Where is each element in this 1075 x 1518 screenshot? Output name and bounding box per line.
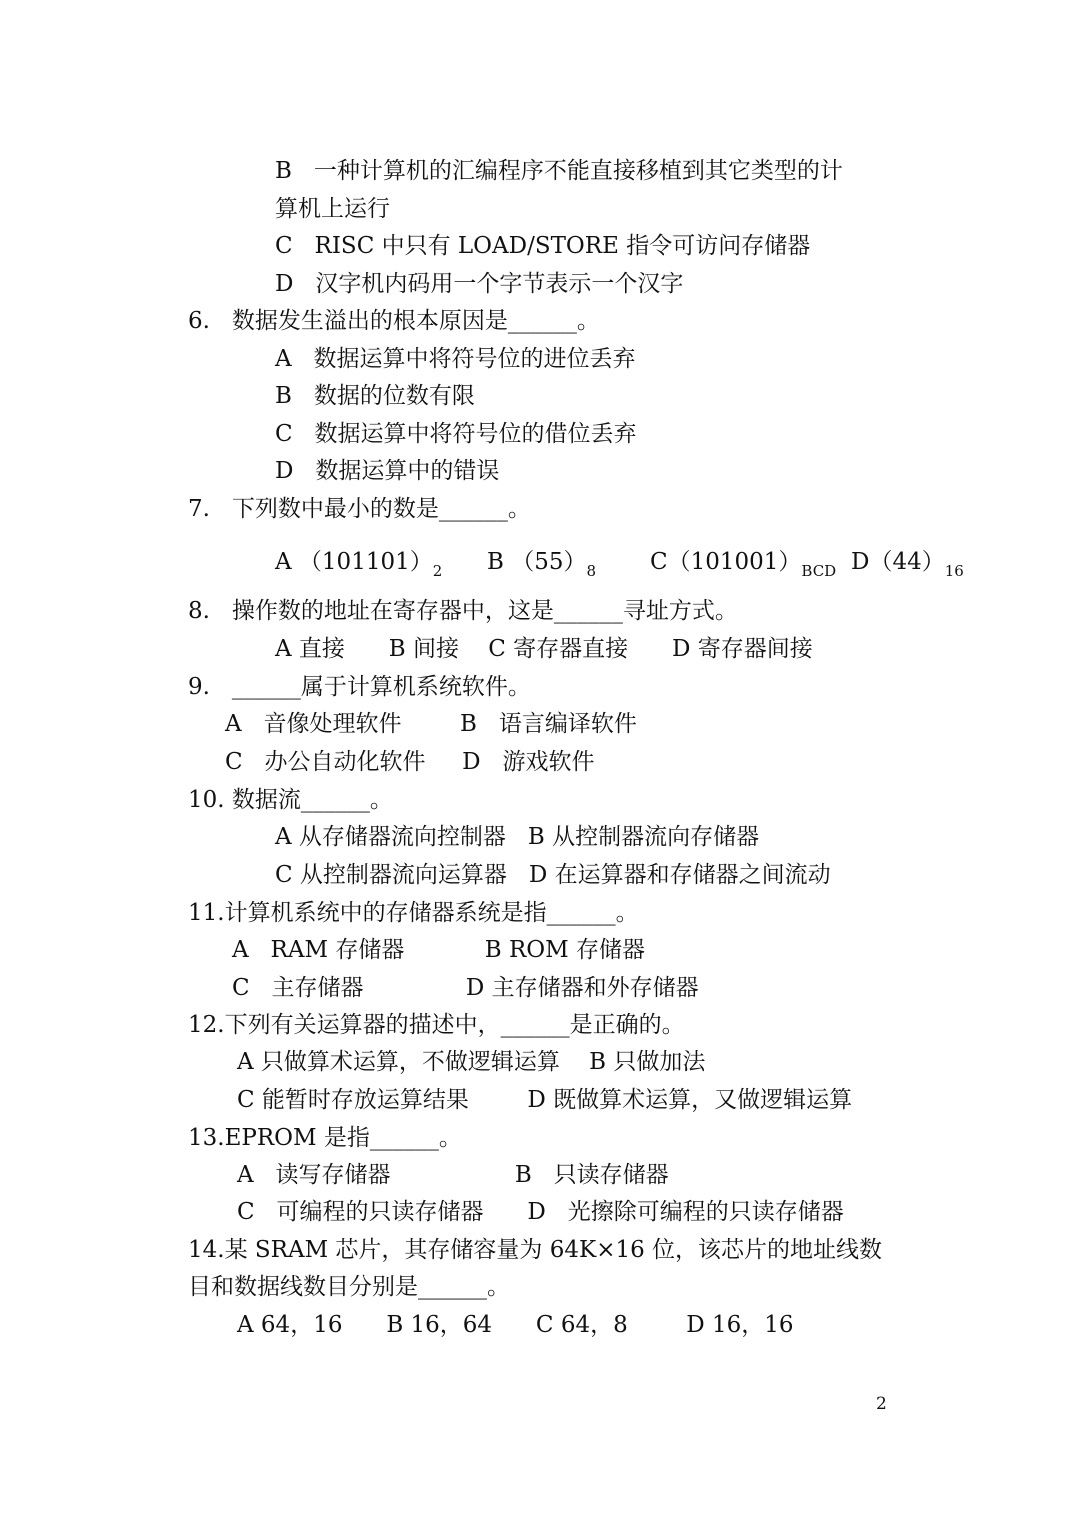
- q7-option-a: A $(101101)_2$: [275, 549, 443, 580]
- q6-option-d: D 数据运算中的错误: [275, 458, 500, 484]
- q5-option-b-line2: 算机上运行: [275, 196, 390, 222]
- q13-options-row1: A 读写存储器 B 只读存储器: [237, 1162, 669, 1188]
- q7-stem: 7. 下列数中最小的数是______。: [188, 496, 531, 522]
- q12-options-row1: A 只做算术运算，不做逻辑运算 B 只做加法: [237, 1049, 706, 1075]
- q6-option-b: B 数据的位数有限: [275, 383, 475, 409]
- q14-options: A 64，16 B 16，64 C 64，8 D 16，16: [237, 1312, 794, 1338]
- q11-options-row2: C 主存储器 D 主存储器和外存储器: [232, 975, 699, 1001]
- q14-stem-line1: 14.某 SRAM 芯片，其存储容量为 64K×16 位，该芯片的地址线数: [188, 1237, 883, 1263]
- q5-option-b-line1: B 一种计算机的汇编程序不能直接移植到其它类型的计: [275, 158, 843, 184]
- q11-stem: 11.计算机系统中的存储器系统是指______。: [188, 900, 639, 926]
- q6-option-c: C 数据运算中将符号位的借位丢弃: [275, 421, 637, 447]
- q5-option-d: D 汉字机内码用一个字节表示一个汉字: [275, 271, 684, 297]
- q9-stem: 9. ______属于计算机系统软件。: [188, 674, 531, 700]
- q12-stem: 12.下列有关运算器的描述中，______是正确的。: [188, 1012, 685, 1038]
- q12-options-row2: C 能暂时存放运算结果 D 既做算术运算，又做逻辑运算: [237, 1087, 853, 1113]
- q7-option-d: $D(44)_{16}$: [851, 549, 964, 580]
- q8-stem: 8. 操作数的地址在寄存器中，这是______寻址方式。: [188, 598, 738, 624]
- q9-options-row1: A 音像处理软件 B 语言编译软件: [225, 711, 637, 737]
- q10-options-row2: C 从控制器流向运算器 D 在运算器和存储器之间流动: [275, 862, 831, 888]
- q7-option-b: B $(55)_8$: [487, 549, 597, 580]
- q13-stem: 13.EPROM 是指______。: [188, 1125, 462, 1151]
- q7-option-c: $C(101001)_{BCD}$: [650, 549, 837, 580]
- q13-options-row2: C 可编程的只读存储器 D 光擦除可编程的只读存储器: [237, 1199, 844, 1225]
- q14-stem-line2: 目和数据线数目分别是______。: [188, 1274, 510, 1300]
- q6-stem: 6. 数据发生溢出的根本原因是______。: [188, 308, 600, 334]
- q11-options-row1: A RAM 存储器 B ROM 存储器: [232, 937, 646, 963]
- q10-options-row1: A 从存储器流向控制器 B 从控制器流向存储器: [275, 824, 760, 850]
- q6-option-a: A 数据运算中将符号位的进位丢弃: [275, 346, 636, 372]
- q9-options-row2: C 办公自动化软件 D 游戏软件: [225, 749, 595, 775]
- q10-stem: 10. 数据流______。: [188, 787, 393, 813]
- q8-options: A 直接 B 间接 C 寄存器直接 D 寄存器间接: [275, 636, 813, 662]
- page-number: 2: [876, 1394, 887, 1414]
- q5-option-c: C RISC 中只有 LOAD/STORE 指令可访问存储器: [275, 233, 811, 259]
